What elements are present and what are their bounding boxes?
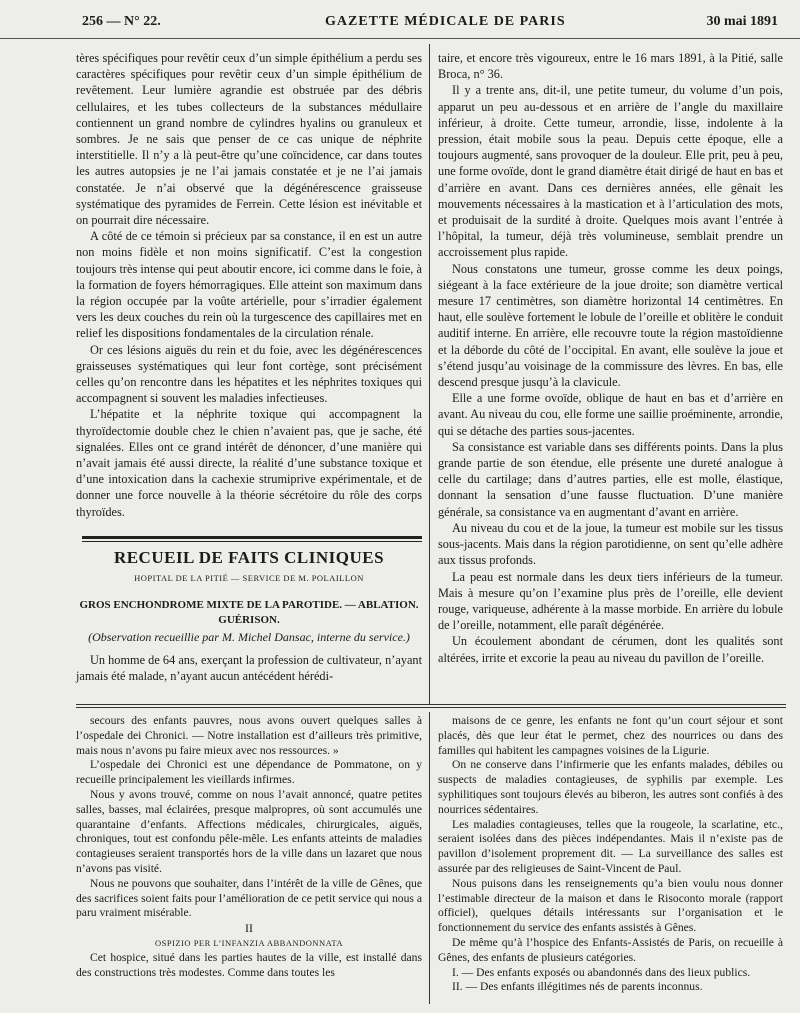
- paragraph: De même qu’à l’hospice des Enfants-Assistés de Paris, on recueille à Gênes, des enfants de plusieurs catégories.: [438, 935, 783, 964]
- paragraph: Cet hospice, situé dans les parties hautes de la ville, est installé dans des constructions très modestes. Comme dans toutes les: [76, 950, 422, 979]
- section-heading: RECUEIL DE FAITS CLINIQUES: [113, 548, 385, 567]
- paragraph: On ne conserve dans l’infirmerie que les enfants malades, débiles ou suspects de maladies contagieuses, de syphilis par exemple. Les syphilitiques sont toujours élevés au biberon, les autres sont confiés à des nourrices sédentaires.: [438, 758, 783, 816]
- lower-column-left: [76, 714, 422, 1009]
- paragraph: tères spécifiques pour revêtir ceux d’un simple épithélium a perdu ses caractères spécifiques pour revêtir ceux d’un simple épithélium de revêtement. Leur lumière agrandie est obstruée par des débris cellulaires, et les tubes collecteurs de la substances médullaire contiennent un grand nombre de cylindres hyalins ou granuleux et sombres. Je ne sais que penser de ce cas unique de néphrite interstitielle. Il n’y a là peut-être qu’une coïncidence, car dans toutes les autres autopsies je ne l’ai jamais constatée et je ne l’ai jamais constatée. Je n’ai observé que la dégénérescence graisseuse systématique des pyramides de Ferrein. Cette lésion est inévitable et on pourrait dire nécessaire.: [76, 51, 422, 228]
- paragraph: Nous constatons une tumeur, grosse comme les deux poings, siégeant à la face extérieure de la joue droite; son diamètre vertical mesure 17 centimètres, son diamètre horizontal 14 centimètres. En haut, elle soulève fortement le lobule de l’oreille et oblitère le conduit auditif interne. En arrière, elle recouvre toute la région mastoïdienne et la déborde du côté de l’occipital. En avant, elle soulève la joue et s’étend jusqu’au voisinage de la commissure des lèvres. En bas, elle descend presque jusqu’à la clavicule.: [438, 261, 783, 390]
- paragraph: La peau est normale dans les deux tiers inférieurs de la tumeur. Mais à mesure qu’on l’examine plus près de l’oreille, elle devient rouge, variqueuse, adhérente à la masse morbide. En arrière du lobule de l’oreille, notamment, elle paraît dégénérée.: [438, 569, 783, 633]
- paragraph: Les maladies contagieuses, telles que la rougeole, la scarlatine, etc., seraient isolées dans des pièces indépendantes. Mais il n’existe pas de pavillon d’isolement proprement dit. — La surveillance des salles est assurée par des religieuses de Saint-Vincent de Paul.: [438, 817, 783, 875]
- paragraph: Nous ne pouvons que souhaiter, dans l’intérêt de la ville de Gênes, que des sacrifices soient faits pour l’amélioration de ce petit service qui nous a paru vraiment misérable.: [76, 876, 422, 920]
- paragraph: Elle a une forme ovoïde, oblique de haut en bas et d’arrière en avant. Au niveau du cou, elle forme une saillie proéminente, arrondie, qui se détache des parties sous-jacentes.: [438, 391, 783, 438]
- paragraph: Au niveau du cou et de la joue, la tumeur est mobile sur les tissus sous-jacents. Mais dans la région parotidienne, on sent qu’elle adhère aux tissus profonds.: [438, 520, 783, 568]
- paragraph: taire, et encore très vigoureux, entre le 16 mars 1891, à la Pitié, salle Broca, n° 36.: [438, 51, 783, 82]
- journal-title: GAZETTE MÉDICALE DE PARIS: [325, 14, 566, 29]
- horizontal-divider: [76, 704, 786, 705]
- paragraph: Un homme de 64 ans, exerçant la profession de cultivateur, n’ayant jamais été malade, n’ayant aucun antécédent hérédi-: [76, 653, 422, 684]
- column-divider: [429, 44, 430, 704]
- article-column-right: [438, 50, 783, 690]
- section-title: OSPIZIO PER L’INFANZIA ABBANDONNATA: [154, 937, 343, 948]
- case-title: GROS ENCHONDROME MIXTE DE LA PAROTIDE. — ABLATION. GUÉRISON.: [79, 599, 419, 626]
- paragraph: secours des enfants pauvres, nous avons ouvert quelques salles à l’ospedale dei Chronici. — Notre installation est d’ailleurs très primitive, mais nous n’avons pu faire mieux avec nos ressources. »: [76, 714, 422, 757]
- page-number: 256 — N° 22.: [82, 14, 161, 29]
- list-item: I. — Des enfants exposés ou abandonnés dans des lieux publics.: [452, 965, 751, 979]
- horizontal-divider: [76, 707, 786, 708]
- paragraph: Un écoulement abondant de cérumen, dont les qualités sont altérées, irrite et excorie la peau au niveau du pavillon de l’oreille.: [438, 634, 783, 665]
- paragraph: L’hépatite et la néphrite toxique qui accompagnent la thyroïdectomie double chez le chien n’avaient pas, que je sache, été signalées. Elles ont ce grand intérêt de dénoncer, d’une manière qui n’avait jamais été aussi directe, la réalité d’une substance toxique et d’une intoxication dans la cachexie strumiprive expérimentale, et de donner une force nouvelle à la théorie sécrétoire du rôle des corps thyroïdes.: [76, 407, 422, 519]
- paragraph: Or ces lésions aiguës du rein et du foie, avec les dégénérescences graisseuses systématiques qui leur font cortège, sont précisément celles qu’on rencontre dans les hépatites et les néphrites toxiques qui accompagnent si souvent les maladies infectieuses.: [76, 342, 422, 406]
- section-number: II: [245, 921, 253, 936]
- hospital-service: HOPITAL DE LA PITIÉ — SERVICE DE M. POLAILLON: [134, 573, 364, 583]
- paragraph: A côté de ce témoin si précieux par sa constance, il en est un autre non moins fidèle et non moins significatif. C’est la congestion toujours très intense qui peut aboutir encore, ici comme dans le foie, à la formation de foyers hémorragiques. Elle atteint son maximum dans la région occupée par la voûte artérielle, pour s’irradier également vers les deux couches du rein où la turgescence des capillaires met en relief les dispositions fondamentales de la circulation rénale.: [76, 229, 422, 341]
- page-header: [0, 0, 800, 39]
- section-rule: [82, 536, 422, 539]
- column-divider: [429, 712, 430, 1004]
- observation-credit: (Observation recueillie par M. Michel Dansac, interne du service.): [88, 630, 410, 644]
- paragraph: L’ospedale dei Chronici est une dépendance de Pommatone, on y recueille principalement les vieillards infirmes.: [76, 758, 422, 787]
- paragraph: maisons de ce genre, les enfants ne font qu’un court séjour et sont placés, dès que leur état le permet, chez des nourrices ou dans des familles qui habitent les campagnes voisines de la Ligurie.: [438, 714, 783, 757]
- issue-date: 30 mai 1891: [706, 14, 778, 29]
- paragraph: Nous puisons dans les renseignements qu’a bien voulu nous donner l’estimable directeur de la maison et dans le Risoconto morale (rapport officiel), quelques détails intéressants sur l’organisation et le fonctionnement du service des enfants assistés à Gênes.: [438, 876, 783, 935]
- paragraph: Nous y avons trouvé, comme on nous l’avait annoncé, quatre petites salles, basses, mal éclairées, presque malpropres, où sont accumulés une quarantaine d’enfants. Affections médicales, chirurgicales, aiguës, chroniques, tout est confondu pêle-mêle. Les enfants atteints de maladies contagieuses seraient transportés hors de la ville dans un lazaret que nous n’avons pas visité.: [76, 787, 422, 875]
- case-intro: [76, 652, 422, 684]
- section-rule: [82, 541, 422, 542]
- lower-column-right: [438, 714, 783, 1009]
- list-item: II. — Des enfants illégitimes nés de parents inconnus.: [452, 980, 703, 994]
- article-column-left: [76, 50, 422, 528]
- paragraph: Il y a trente ans, dit-il, une petite tumeur, du volume d’un pois, apparut un peu au-dessous et en arrière de l’angle du maxillaire inférieur, à droite. Cette tumeur, arrondie, lisse, indolente à la pression, était mobile sous la peau. Depuis cette époque, elle a toujours augmenté, sans provoquer de la douleur. Elle prit, peu à peu, une forme ovoïde, dont le grand diamètre était dirigé de haut en bas et d’arrière en avant. Dans ces dernières années, elle gênait les mouvements nécessaires à la mastication et à l’articulation des mots, et produisait de la surdité à droite. Quelques mois avant l’entrée à l’hôpital, la tumeur, déjà très volumineuse, semblait prendre un accroissement plus rapide.: [438, 83, 783, 260]
- paragraph: Sa consistance est variable dans ses différents points. Dans la plus grande partie de son étendue, elle présente une dureté analogue à celle du cartilage; dans d’autres parties, elle est molle, élastique, donnant la sensation d’une fausse fluctuation. D’une manière générale, sa consistance va en augmentant d’avant en arrière.: [438, 439, 783, 519]
